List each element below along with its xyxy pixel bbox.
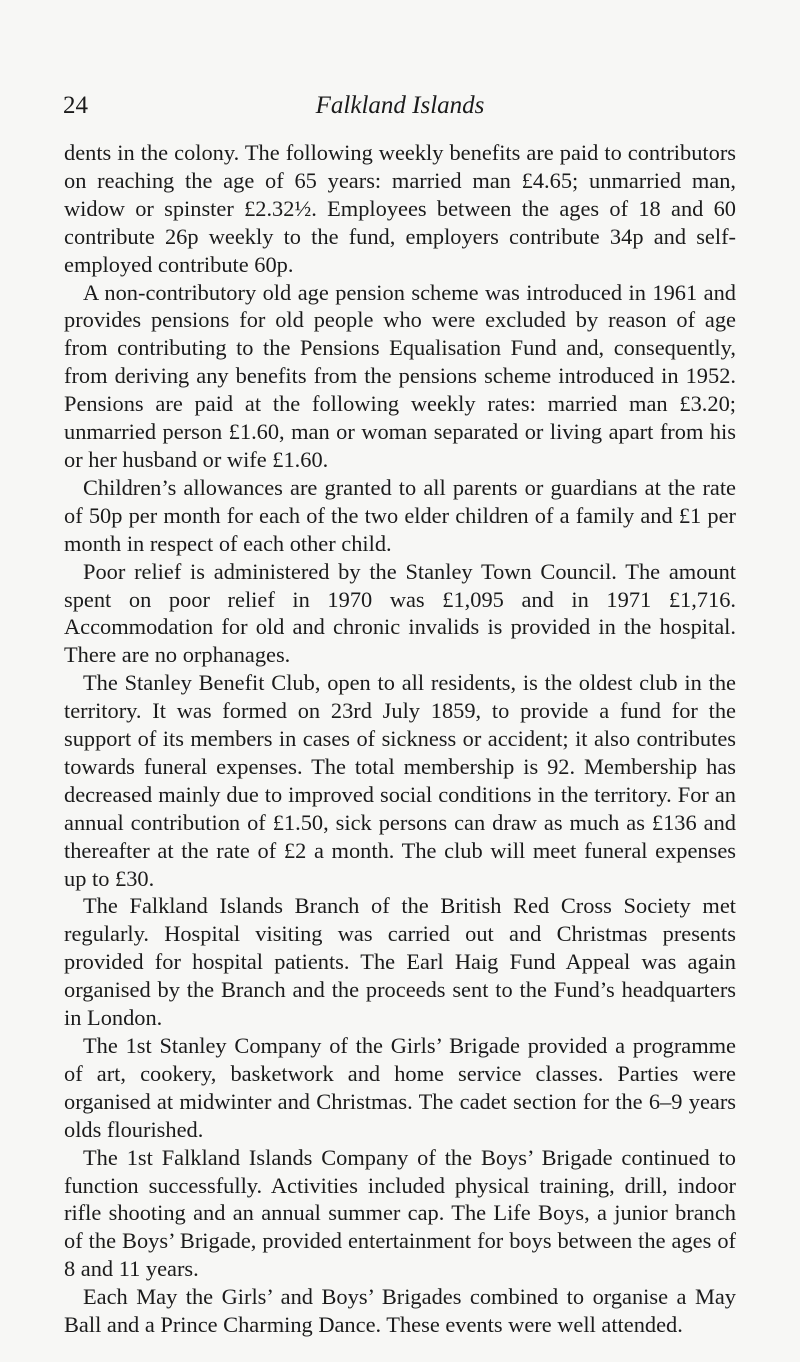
- page-header: [63, 92, 737, 124]
- paragraph: Poor relief is administered by the Stanley Town Council. The amount spent on poor relief in 1970 was £1,095 and in 1971 £1,716. Accommodation for old and chronic invalids is provided in the hospital. There are no orphanages.: [64, 558, 736, 668]
- paragraph: A non-contributory old age pension scheme was introduced in 1961 and provides pensions for old people who were excluded by reason of age from contributing to the Pensions Equalisation Fund and, consequently, from deriving any benefits from the pensions scheme introduced in 1952. Pensions are paid at the following weekly rates: married man £3.20; unmarried person £1.60, man or woman separated or living apart from his or her husband or wife £1.60.: [64, 279, 736, 472]
- paragraph: Each May the Girls’ and Boys’ Brigades combined to organise a May Ball and a Prince Charming Dance. These events were well attended.: [64, 1284, 736, 1338]
- paragraph: The Falkland Islands Branch of the British Red Cross Society met regularly. Hospital visiting was carried out and Christmas presents provided for hospital patients. The Earl Haig Fund Appeal was again organised by the Branch and the proceeds sent to the Fund’s headquarters in London.: [64, 893, 736, 1031]
- paragraph: Children’s allowances are granted to all parents or guardians at the rate of 50p per month for each of the two elder children of a family and £1 per month in respect of each other child.: [64, 474, 736, 556]
- paragraph: The 1st Falkland Islands Company of the Boys’ Brigade continued to function successfully. Activities included physical training, drill, indoor rifle shooting and an annual summer cap. The Life Boys, a junior branch of the Boys’ Brigade, provided entertainment for boys between the ages of 8 and 11 years.: [64, 1144, 736, 1282]
- running-title: Falkland Islands: [315, 92, 485, 119]
- body-text: [64, 139, 736, 1339]
- paragraph: The Stanley Benefit Club, open to all residents, is the oldest club in the territory. It was formed on 23rd July 1859, to provide a fund for the support of its members in cases of sickness or accident; it also contributes towards funeral expenses. The total membership is 92. Membership has decreased mainly due to improved social conditions in the territory. For an annual contribution of £1.50, sick persons can draw as much as £136 and thereafter at the rate of £2 a month. The club will meet funeral expenses up to £30.: [64, 670, 736, 891]
- paragraph: dents in the colony. The following weekly benefits are paid to contributors on reaching the age of 65 years: married man £4.65; unmarried man, widow or spinster £2.32½. Employees between the ages of 18 and 60 contribute 26p weekly to the fund, employers contribute 34p and self-employed contribute 60p.: [64, 140, 736, 277]
- page-number: 24: [63, 92, 88, 119]
- paragraph: The 1st Stanley Company of the Girls’ Brigade provided a programme of art, cookery, basketwork and home service classes. Parties were organised at midwinter and Christmas. The cadet section for the 6–9 years olds flourished.: [64, 1033, 736, 1142]
